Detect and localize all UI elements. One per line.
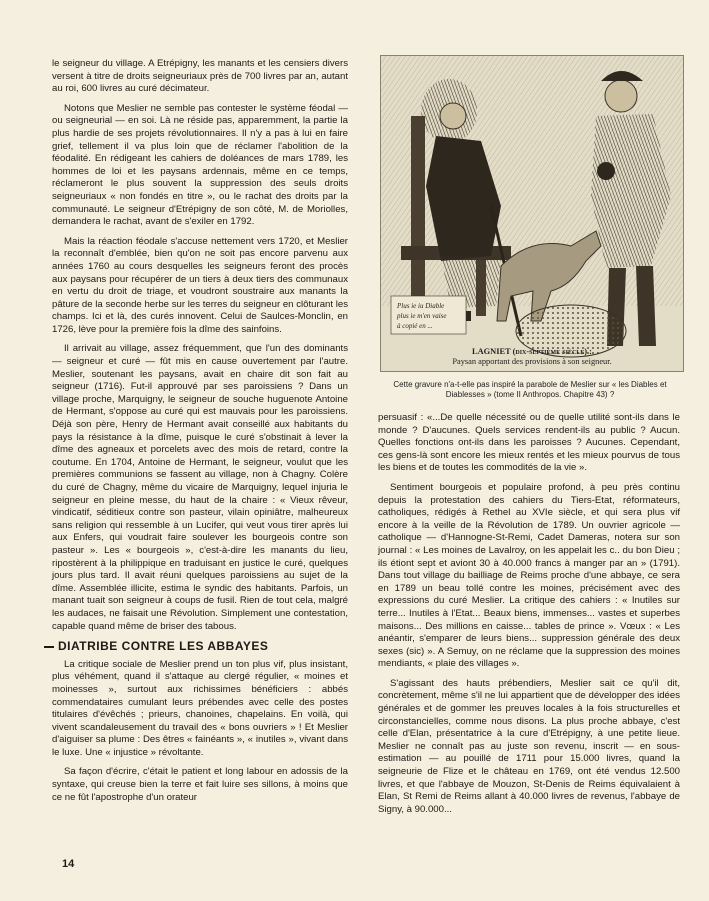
page-number: 14 <box>62 858 75 870</box>
paragraph: Sa façon d'écrire, c'était le patient et long labour en adossis de la syntaxe, qui creuse bien la terre et fait luire ses sillons, à moins que ce ne fût l'apostrophe d'un orateur <box>52 766 348 803</box>
paragraph: Il arrivait au village, assez fréquemment, que l'un des dominants — seigneur et curé — fût mis en cause ouvertement par l'autre. Meslier, soutenant les paysans, avait en chaire dit son fait au seigneur (1716). Fut-il approuvé par ses paroissiens ? Dans un village proche, Marquigny, le seigneur de souche huguenote Antoine de Hermant, s'oppose au curé qui est mauvais pour les paroissiens. Déjà son père, Henry de Hermant avait conseillé aux habitants du pays la résistance à la dîme, puisque le curé s'obstinait à lever la dîme des agneaux et porcelets avec des mois de retard, contre la coutume. En 1704, Antoine de Hermant, le seigneur, voulut que les premières communions se fassent au village, non à Chagny. Colère du curé de Chagny, même du vicaire de Marquigny, lequel injuria le seigneur en pleine messe, du haut de la chaire : « Vieux rêveur, vindicatif, séditieux contre son pasteur, vilain opiniâtre, malheureux sans religion qui ressemble à un Lucifer, qui veut vous tirer après lui aux Enfers, qui voudrait faire soulever les bourgeois contre son pasteur ». Les « bourgeois », c'est-à-dire les manants du lieu, ripostèrent à la philippique en traduisant en justice le curé, quelques jours plus tard. Il avait réuni quelques paroissiens au sujet de la dîme. Assemblée illicite, estima le syndic des habitants. Parfois, un manant tuait son seigneur à coups de fusil. Rien de tout cela, malgré les audaces, ne faisait une Révolution. Simplement une contestation, capable quand même de briser des tabous. <box>52 343 348 632</box>
paragraph: persuasif : «...De quelle nécessité ou de quelle utilité sont-ils dans le monde ? D'aucunes. Quels services rendent-ils au public ? Aucun. Quelles fonctions ont-ils dans les paroisses ? Aucunes. Cependant, ces gens-là sont encore les mieux rentés et les mieux pourvus de tous les biens et de toutes les commodités de la vie ». <box>378 412 680 474</box>
paragraph: La critique sociale de Meslier prend un ton plus vif, plus insistant, plus véhément, quand il s'attaque au clergé régulier, « moines et moinesses », surtout aux richissimes bénéficiers : abbés commendataires cumulant leurs prébendes avec celle des postes titulaires d'évêchés ; prieurs, chanoines, chapelains. En voilà, qui vivent scandaleusement du travail des « bons ouvriers » ! Et Meslier d'aiguiser sa plume : Des êtres « fainéants », « inutiles », vivant dans le luxe. Une « injustice » révoltante. <box>52 658 348 758</box>
section-heading <box>44 640 348 653</box>
figure-caption: Cette gravure n'a-t-elle pas inspiré la parabole de Meslier sur « les Diables et Diablesses » (tome II Anthropos. Chapitre 43) ? <box>393 380 667 399</box>
section-heading-text: DIATRIBE CONTRE LES ABBAYES <box>58 639 269 654</box>
left-column <box>52 58 348 811</box>
engraving-inscription-line: à copié en ... <box>397 322 433 330</box>
engraving-inscription-line: plus ie m'en vaise <box>397 312 447 320</box>
engraving-caption-text: Paysan apportant des provisions à son seigneur. <box>452 357 612 366</box>
engraving-figure <box>380 55 684 372</box>
engraving-caption <box>381 347 683 367</box>
engraving-illustration <box>381 56 683 371</box>
heading-dash <box>44 646 54 648</box>
engraving-caption-title: LAGNIET (dix-septième siècle) : <box>472 347 592 356</box>
paragraph: S'agissant des hauts prébendiers, Meslier sait ce qu'il dit, concrètement, même s'il ne lui appartient que de développer des idées générales et de gommer les preuves locales à la fois structurelles et circonstancielles, comme nous disons. La plus proche abbaye, c'est celle d'Elan, présentatrice à la cure d'Etrépigny, à une petite lieue. Meslier ne connaît pas au juste son revenu, inscrit — en sous-estimation — au pouillé de 1711 pour 15.000 livres, quand la seigneurie de Flize et le château en 1769, ont été vendus 12.500 livres, et que l'abbaye de Mouzon, St-Denis de Reims équivalaient à Elan, St Remi de Reims allant à 40.000 livres de revenus, l'abbaye de Signy, à 90.000... <box>378 677 680 815</box>
paragraph: Notons que Meslier ne semble pas contester le système féodal — ou seigneurial — en soi. Là ne réside pas, apparemment, la partie la plus hardie de ses projets révolutionnaires. Il n'y a pas à lui en faire grief, tellement il va plus loin que de réclamer l'abolition de la féodalité. En rédigeant les cahiers de doléances de mars 1789, les hommes de loi et les paysans ardennais, même en ce temps, réclameront le plus souvent la suppression des seuls droits seigneuriaux « non fondés en titre », ou le rachat des droits par la communauté. Le seigneur d'Etrépigny de son côté, M. de Moriolles, demandera le rachat, avant de s'exiler en 1792. <box>52 102 348 228</box>
right-column <box>378 412 680 823</box>
engraving-inscription-line: Plus ie iu Diable <box>397 302 445 310</box>
paragraph: le seigneur du village. A Etrépigny, les manants et les censiers divers versent à titre de droits seigneuriaux près de 700 livres par an, autant au roi, 600 livres au curé décimateur. <box>52 58 348 95</box>
paragraph: Sentiment bourgeois et populaire profond, à peu près continu depuis la protestation des cahiers du Tiers-Etat, réformateurs, catholiques, rédigés à Rethel au XVIe siècle, et qui sera plus vif encore à la veille de la Révolution de 1789. Un ouvrier agricole — catholique — d'Hannogne-St-Remi, Cadet Dameras, notera sur son journal : « Les moines de Lavalroy, on les appelait les c.. du bon Dieu ; ils étiont sept et aviont 30 à 40.000 francs à manger par an » (1791). Dans tout village du bailliage de Reims proche d'une abbaye, ce sera en 1789 un beau tollé contre les moines, précisément avec des expressions du curé Meslier. La critique des cahiers : « Inutiles sur terre... Inutiles à l'Etat... Beaux biens, immenses... vastes et superbes maisons... Des millions en caisse... tables de prince ». Vœux : « Les anéantir, s'emparer de leurs biens... suppression générale des deux sexes (sic) ». A Semuy, on ne réclame que la suppression des moines mendiants, « plaie des villages ». <box>378 481 680 670</box>
paragraph: Mais la réaction féodale s'accuse nettement vers 1720, et Meslier la reconnaît d'emblée, bien qu'on ne soit pas encore parvenu aux années 1760 au cours desquelles les seigneurs feront des procès aux paysans pour récupérer de un tiers à deux tiers des communaux en vertu du droit de triage, et voudront soustraire aux manants la pâture de la seconde herbe sur les terres du seigneur en clôturant les champs. Ici et là, des curés innovent. Celui de Saulces-Monclin, en 1726, lève pour la première fois la dîme des sainfoins. <box>52 235 348 335</box>
